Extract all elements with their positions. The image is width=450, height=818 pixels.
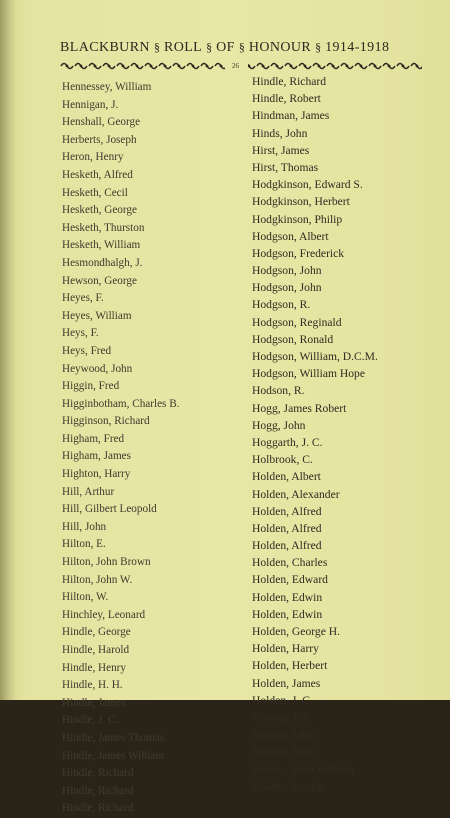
names-column-left bbox=[62, 79, 179, 818]
name-entry: Holden, J. C. bbox=[252, 693, 313, 707]
name-entry: Hodgson, R. bbox=[252, 298, 311, 312]
name-entry: Holden, John bbox=[252, 745, 314, 759]
name-entry: Holden, Alexander bbox=[252, 487, 340, 501]
name-entry: Hodgkinson, Herbert bbox=[252, 195, 350, 209]
name-entry: Hinds, John bbox=[252, 126, 308, 140]
name-entry: Heys, F. bbox=[62, 327, 99, 340]
name-entry: Hilton, John Brown bbox=[62, 556, 151, 569]
header-word-blackburn: BLACKBURN bbox=[60, 40, 150, 55]
header-word-of: OF bbox=[216, 40, 235, 55]
name-entry: Holden, Charles bbox=[252, 556, 328, 570]
name-entry: Holden, Harry bbox=[252, 642, 319, 656]
name-entry: Hindle, Harold bbox=[62, 644, 130, 656]
name-entry: Heyes, William bbox=[62, 309, 132, 322]
name-entry: Higham, James bbox=[62, 450, 131, 463]
name-entry: Holden, John bbox=[252, 728, 314, 742]
header-word-roll: ROLL bbox=[163, 40, 203, 55]
name-entry: Holden, Edwin bbox=[252, 590, 323, 604]
header-separator: § bbox=[315, 40, 322, 54]
name-entry: Holden, George H. bbox=[252, 625, 341, 638]
name-entry: Holden, Edward bbox=[252, 573, 328, 587]
name-entry: Hill, John bbox=[62, 520, 107, 533]
name-entry: Hodson, R. bbox=[252, 384, 305, 398]
name-entry: Heyes, F. bbox=[62, 292, 104, 305]
names-column-right bbox=[252, 73, 378, 795]
header-separator: § bbox=[238, 40, 245, 54]
name-entry: Hodgson, John bbox=[252, 281, 322, 295]
name-entry: Hesketh, Thurston bbox=[62, 221, 145, 234]
name-entry: Henshall, George bbox=[62, 116, 141, 129]
name-entry: Hindle, George bbox=[62, 626, 131, 639]
name-entry: Hogg, James Robert bbox=[252, 401, 347, 415]
name-entry: Hirst, Thomas bbox=[252, 160, 319, 174]
name-entry: Heron, Henry bbox=[62, 151, 124, 164]
name-entry: Hilton, E. bbox=[62, 538, 106, 551]
header-separator: § bbox=[206, 40, 213, 54]
name-entry: Hodgkinson, Edward S. bbox=[252, 178, 363, 192]
name-entry: Heys, Fred bbox=[62, 344, 112, 357]
name-entry: Hinchley, Leonard bbox=[62, 608, 146, 621]
name-entry: Hesmondhalgh, J. bbox=[62, 256, 143, 269]
name-entry: Hill, Arthur bbox=[62, 485, 115, 498]
name-entry: Hindman, James bbox=[252, 109, 330, 123]
name-entry: Heywood, John bbox=[62, 362, 133, 375]
name-entry: Hodgson, William, D.C.M. bbox=[252, 350, 378, 363]
name-entry: Hodgson, Ronald bbox=[252, 332, 334, 346]
name-entry: Hindle, Richard bbox=[62, 784, 134, 797]
name-entry: Holden, John William bbox=[252, 762, 355, 776]
name-entry: Holden, Albert bbox=[252, 470, 321, 484]
name-entry: Hogg, John bbox=[252, 418, 306, 432]
name-entry: Hesketh, William bbox=[62, 239, 141, 252]
name-entry: Hindle, James Thomas bbox=[62, 731, 165, 744]
name-entry: Hindle, Richard bbox=[62, 767, 134, 780]
name-entry: Hilton, John W. bbox=[62, 573, 133, 586]
name-entry: Hirst, James bbox=[252, 143, 310, 157]
name-entry: Hennigan, J. bbox=[62, 98, 119, 111]
name-entry: Hodgson, John bbox=[252, 264, 322, 278]
name-entry: Hodgson, Reginald bbox=[252, 315, 342, 329]
name-entry: Hodgkinson, Philip bbox=[252, 212, 343, 226]
name-entry: Hill, Gilbert Leopold bbox=[62, 503, 157, 516]
name-entry: Higham, Fred bbox=[62, 432, 125, 445]
name-entry: Hoggarth, J. C. bbox=[252, 435, 323, 449]
name-entry: Hindle, Robert bbox=[252, 92, 321, 106]
name-entry: Holden, Alfred bbox=[252, 504, 322, 518]
name-entry: Holden, Edwin bbox=[252, 607, 323, 621]
name-entry: Holden, Joseph bbox=[252, 779, 324, 793]
name-entry: Holden, James bbox=[252, 676, 321, 690]
name-entry: Hindle, H. H. bbox=[62, 679, 123, 692]
name-entry: Hennessey, William bbox=[62, 81, 152, 93]
name-entry: Hodgson, Albert bbox=[252, 229, 329, 243]
name-entry: Holden, J. E. bbox=[252, 710, 313, 724]
page-number: 26 bbox=[232, 62, 239, 70]
name-entry: Hilton, W. bbox=[62, 591, 109, 604]
name-entry: Hewson, George bbox=[62, 274, 137, 287]
book-spine-shadow bbox=[0, 0, 16, 700]
header-word-honour: HONOUR bbox=[248, 40, 312, 55]
name-entry: Hodgson, William Hope bbox=[252, 367, 365, 381]
name-entry: Hindle, Richard bbox=[62, 802, 134, 815]
name-entry: Holden, Alfred bbox=[252, 539, 322, 553]
name-entry: Highton, Harry bbox=[62, 468, 131, 481]
name-entry: Hesketh, Alfred bbox=[62, 168, 133, 181]
name-entry: Hodgson, Frederick bbox=[252, 246, 345, 260]
name-entry: Herberts, Joseph bbox=[62, 133, 137, 146]
ornament-border-icon bbox=[60, 60, 422, 72]
name-entry: Holbrook, C. bbox=[252, 453, 313, 467]
name-entry: Hindle, James bbox=[62, 696, 126, 709]
name-entry: Hindle, James William bbox=[62, 749, 165, 762]
name-entry: Hindle, Henry bbox=[62, 661, 127, 674]
name-entry: Hesketh, George bbox=[62, 204, 137, 217]
name-entry: Hindle, J. C. bbox=[62, 714, 119, 727]
name-entry: Holden, Alfred bbox=[252, 521, 322, 535]
header-years: 1914-1918 bbox=[325, 40, 390, 55]
header-separator: § bbox=[153, 40, 160, 54]
name-entry: Higginson, Richard bbox=[62, 415, 150, 428]
name-entry: Hesketh, Cecil bbox=[62, 186, 128, 199]
name-entry: Higginbotham, Charles B. bbox=[62, 397, 180, 410]
name-entry: Higgin, Fred bbox=[62, 380, 120, 393]
name-entry: Holden, Herbert bbox=[252, 659, 328, 673]
name-entry: Hindle, Richard bbox=[252, 75, 327, 88]
